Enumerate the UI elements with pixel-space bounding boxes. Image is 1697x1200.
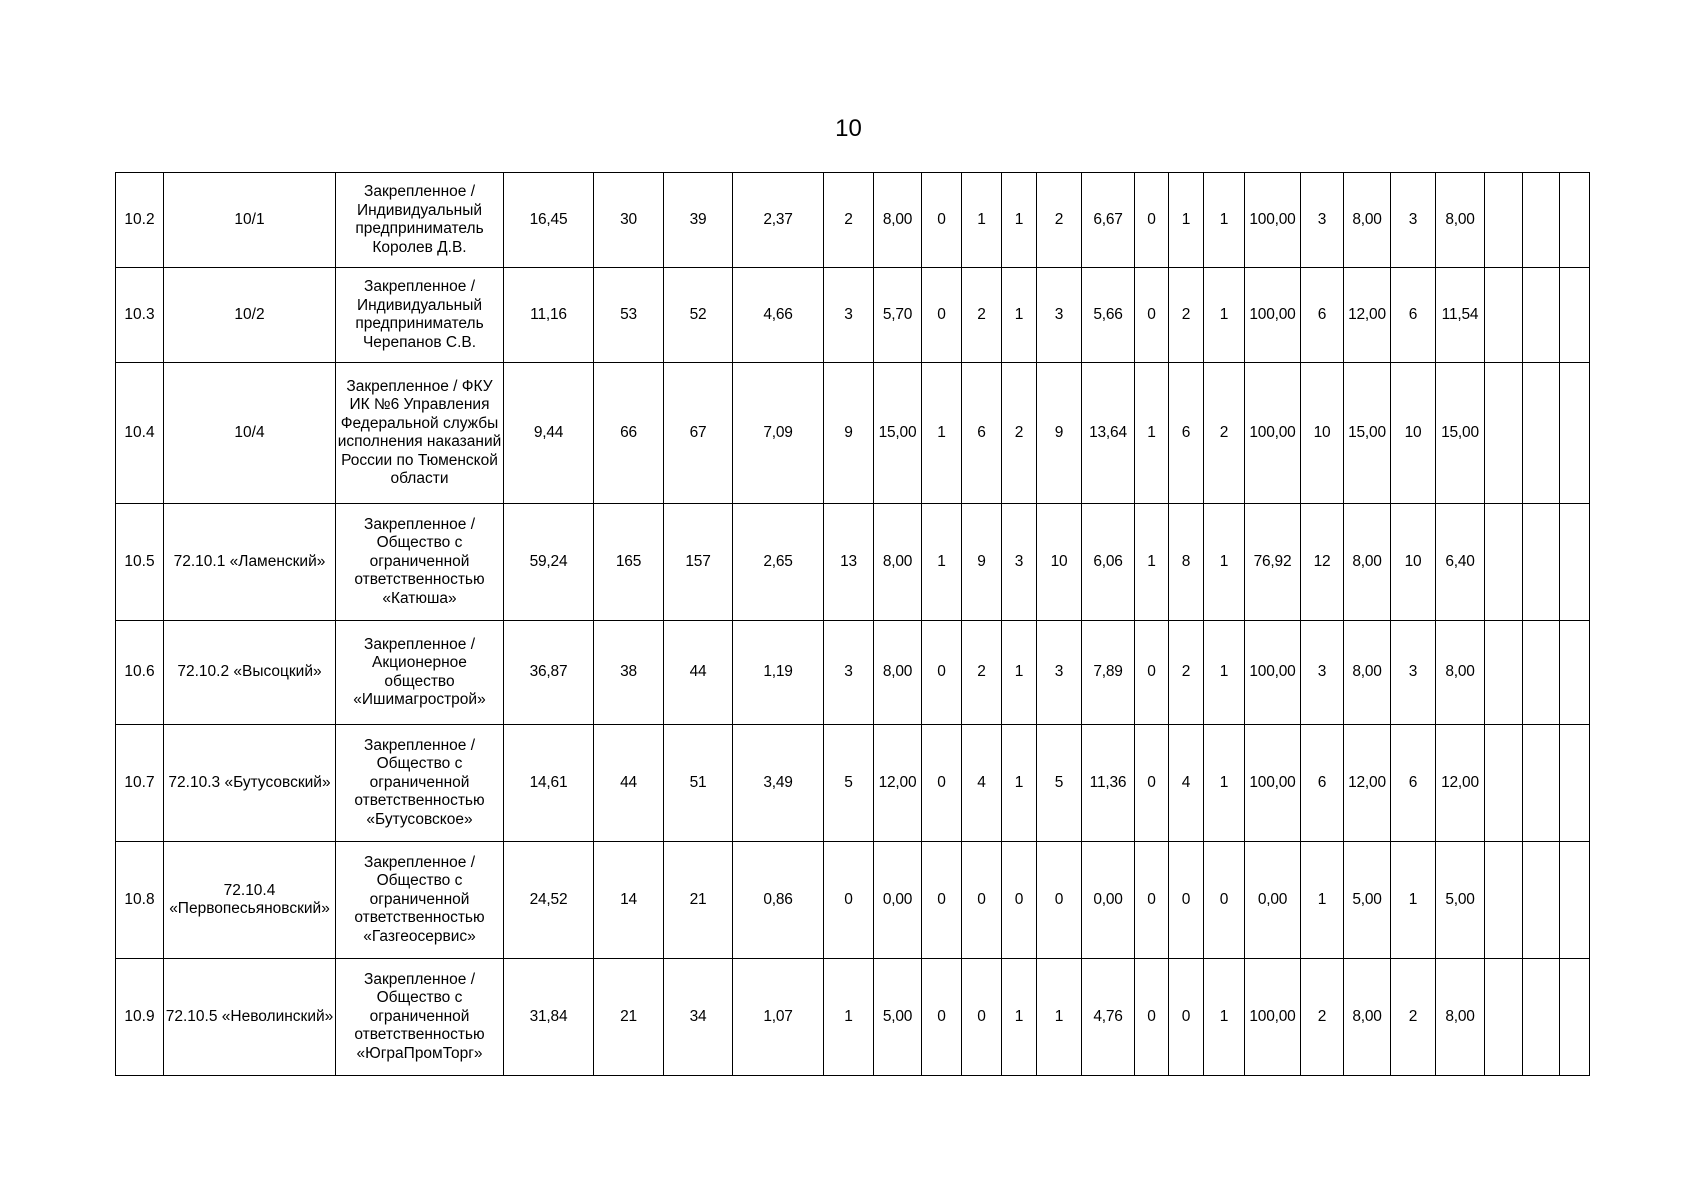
value-cell: 10 <box>1301 363 1344 504</box>
value-cell: 14 <box>594 842 664 959</box>
value-cell <box>1485 504 1523 621</box>
value-cell: 0 <box>1169 959 1204 1076</box>
value-cell: 1 <box>1204 173 1245 268</box>
value-cell <box>1485 959 1523 1076</box>
value-cell: 2 <box>962 621 1002 725</box>
value-cell: 9,44 <box>504 363 594 504</box>
value-cell: 0,86 <box>733 842 824 959</box>
value-cell: 6 <box>1391 725 1436 842</box>
value-cell: 31,84 <box>504 959 594 1076</box>
value-cell <box>1560 363 1590 504</box>
value-cell: 2 <box>1391 959 1436 1076</box>
value-cell: 16,45 <box>504 173 594 268</box>
value-cell: 3 <box>824 268 874 363</box>
value-cell: 3 <box>1002 504 1037 621</box>
value-cell: 1 <box>824 959 874 1076</box>
value-cell: 100,00 <box>1245 725 1301 842</box>
value-cell: 12,00 <box>1344 268 1391 363</box>
value-cell: 8,00 <box>1436 621 1485 725</box>
value-cell: 7,09 <box>733 363 824 504</box>
value-cell <box>1560 504 1590 621</box>
owner-cell: Закрепленное / Общество с ограниченной ответственностью «Бутусовское» <box>336 725 504 842</box>
value-cell: 0 <box>962 959 1002 1076</box>
value-cell: 1 <box>1204 268 1245 363</box>
value-cell: 6,40 <box>1436 504 1485 621</box>
value-cell <box>1485 621 1523 725</box>
value-cell: 0 <box>1204 842 1245 959</box>
value-cell: 6 <box>1301 268 1344 363</box>
value-cell: 3 <box>1391 621 1436 725</box>
value-cell: 67 <box>664 363 733 504</box>
data-table <box>115 172 1590 1076</box>
value-cell: 4,76 <box>1082 959 1135 1076</box>
value-cell: 4,66 <box>733 268 824 363</box>
value-cell: 51 <box>664 725 733 842</box>
row-number-cell: 10.6 <box>116 621 164 725</box>
value-cell: 8,00 <box>1344 621 1391 725</box>
value-cell <box>1523 959 1560 1076</box>
value-cell: 36,87 <box>504 621 594 725</box>
value-cell: 1 <box>1204 621 1245 725</box>
value-cell: 11,16 <box>504 268 594 363</box>
value-cell: 34 <box>664 959 733 1076</box>
value-cell: 9 <box>1037 363 1082 504</box>
value-cell: 2 <box>1037 173 1082 268</box>
value-cell: 3 <box>1037 268 1082 363</box>
value-cell: 5 <box>1037 725 1082 842</box>
value-cell <box>1485 363 1523 504</box>
owner-cell: Закрепленное / Акционерное общество «Ишимагрострой» <box>336 621 504 725</box>
value-cell <box>1523 504 1560 621</box>
value-cell: 6,06 <box>1082 504 1135 621</box>
value-cell <box>1485 842 1523 959</box>
table-row <box>116 363 1590 504</box>
value-cell: 1 <box>1391 842 1436 959</box>
value-cell: 10 <box>1391 363 1436 504</box>
table-row <box>116 842 1590 959</box>
value-cell: 3 <box>1301 621 1344 725</box>
owner-cell: Закрепленное / Общество с ограниченной ответственностью «Катюша» <box>336 504 504 621</box>
value-cell <box>1523 621 1560 725</box>
table-row <box>116 725 1590 842</box>
value-cell: 2 <box>1169 268 1204 363</box>
value-cell: 0 <box>922 842 962 959</box>
value-cell: 0 <box>1037 842 1082 959</box>
value-cell: 8,00 <box>1344 504 1391 621</box>
table-row <box>116 173 1590 268</box>
value-cell <box>1485 725 1523 842</box>
row-number-cell: 10.8 <box>116 842 164 959</box>
value-cell: 8,00 <box>1344 959 1391 1076</box>
value-cell: 100,00 <box>1245 173 1301 268</box>
value-cell: 0 <box>1002 842 1037 959</box>
value-cell: 157 <box>664 504 733 621</box>
value-cell: 76,92 <box>1245 504 1301 621</box>
value-cell: 0 <box>1135 725 1169 842</box>
value-cell: 21 <box>664 842 733 959</box>
value-cell <box>1560 621 1590 725</box>
owner-cell: Закрепленное / Индивидуальный предприниматель Черепанов С.В. <box>336 268 504 363</box>
value-cell: 8,00 <box>874 621 922 725</box>
value-cell: 0 <box>1135 621 1169 725</box>
value-cell: 2 <box>1204 363 1245 504</box>
value-cell: 2,37 <box>733 173 824 268</box>
value-cell: 5,00 <box>1344 842 1391 959</box>
value-cell: 2 <box>1002 363 1037 504</box>
value-cell <box>1485 268 1523 363</box>
value-cell: 100,00 <box>1245 621 1301 725</box>
value-cell: 8 <box>1169 504 1204 621</box>
value-cell: 9 <box>962 504 1002 621</box>
value-cell: 1 <box>1301 842 1344 959</box>
value-cell: 0 <box>922 173 962 268</box>
value-cell: 1,07 <box>733 959 824 1076</box>
value-cell <box>1560 959 1590 1076</box>
table-row <box>116 621 1590 725</box>
owner-cell: Закрепленное / ФКУ ИК №6 Управления Федеральной службы исполнения наказаний России по Тюменской области <box>336 363 504 504</box>
value-cell: 6 <box>1301 725 1344 842</box>
value-cell: 0 <box>922 621 962 725</box>
value-cell: 59,24 <box>504 504 594 621</box>
value-cell <box>1523 173 1560 268</box>
value-cell: 0 <box>922 268 962 363</box>
value-cell: 0 <box>922 959 962 1076</box>
value-cell <box>1523 268 1560 363</box>
value-cell: 3 <box>1301 173 1344 268</box>
site-name-cell: 72.10.2 «Высоцкий» <box>164 621 336 725</box>
value-cell: 8,00 <box>1344 173 1391 268</box>
value-cell <box>1560 725 1590 842</box>
value-cell: 12,00 <box>874 725 922 842</box>
value-cell: 0,00 <box>874 842 922 959</box>
value-cell: 2,65 <box>733 504 824 621</box>
value-cell: 4 <box>962 725 1002 842</box>
value-cell: 1 <box>1002 959 1037 1076</box>
value-cell: 100,00 <box>1245 268 1301 363</box>
site-name-cell: 10/2 <box>164 268 336 363</box>
owner-cell: Закрепленное / Индивидуальный предприниматель Королев Д.В. <box>336 173 504 268</box>
value-cell: 1 <box>1169 173 1204 268</box>
value-cell: 53 <box>594 268 664 363</box>
value-cell: 38 <box>594 621 664 725</box>
table-row <box>116 959 1590 1076</box>
row-number-cell: 10.3 <box>116 268 164 363</box>
value-cell: 15,00 <box>1344 363 1391 504</box>
value-cell <box>1523 725 1560 842</box>
value-cell: 1 <box>1002 621 1037 725</box>
value-cell: 100,00 <box>1245 959 1301 1076</box>
row-number-cell: 10.7 <box>116 725 164 842</box>
value-cell: 11,36 <box>1082 725 1135 842</box>
value-cell: 13,64 <box>1082 363 1135 504</box>
value-cell: 5,00 <box>874 959 922 1076</box>
value-cell: 0 <box>1135 842 1169 959</box>
value-cell: 2 <box>1301 959 1344 1076</box>
value-cell <box>1560 268 1590 363</box>
value-cell: 100,00 <box>1245 363 1301 504</box>
value-cell: 14,61 <box>504 725 594 842</box>
value-cell: 0 <box>1135 959 1169 1076</box>
value-cell: 52 <box>664 268 733 363</box>
value-cell: 39 <box>664 173 733 268</box>
value-cell: 11,54 <box>1436 268 1485 363</box>
value-cell: 1 <box>1135 363 1169 504</box>
row-number-cell: 10.5 <box>116 504 164 621</box>
value-cell: 1 <box>1002 268 1037 363</box>
value-cell: 165 <box>594 504 664 621</box>
table-body <box>116 173 1590 1076</box>
value-cell: 0 <box>922 725 962 842</box>
value-cell: 1 <box>1002 173 1037 268</box>
site-name-cell: 72.10.3 «Бутусовский» <box>164 725 336 842</box>
value-cell: 30 <box>594 173 664 268</box>
value-cell: 15,00 <box>1436 363 1485 504</box>
value-cell: 0 <box>824 842 874 959</box>
page-number: 10 <box>835 115 862 142</box>
site-name-cell: 72.10.1 «Ламенский» <box>164 504 336 621</box>
value-cell: 6,67 <box>1082 173 1135 268</box>
value-cell: 3,49 <box>733 725 824 842</box>
value-cell: 44 <box>594 725 664 842</box>
value-cell: 2 <box>962 268 1002 363</box>
value-cell: 1,19 <box>733 621 824 725</box>
value-cell: 2 <box>824 173 874 268</box>
value-cell: 6 <box>1391 268 1436 363</box>
value-cell: 12,00 <box>1436 725 1485 842</box>
value-cell: 3 <box>824 621 874 725</box>
value-cell: 0,00 <box>1245 842 1301 959</box>
value-cell: 66 <box>594 363 664 504</box>
value-cell: 10 <box>1391 504 1436 621</box>
value-cell: 21 <box>594 959 664 1076</box>
value-cell: 44 <box>664 621 733 725</box>
value-cell: 1 <box>962 173 1002 268</box>
value-cell: 0 <box>1169 842 1204 959</box>
site-name-cell: 72.10.5 «Неволинский» <box>164 959 336 1076</box>
table-row <box>116 504 1590 621</box>
value-cell <box>1485 173 1523 268</box>
value-cell: 8,00 <box>1436 959 1485 1076</box>
value-cell: 10 <box>1037 504 1082 621</box>
value-cell: 12,00 <box>1344 725 1391 842</box>
value-cell: 13 <box>824 504 874 621</box>
value-cell: 5,70 <box>874 268 922 363</box>
row-number-cell: 10.9 <box>116 959 164 1076</box>
value-cell: 8,00 <box>1436 173 1485 268</box>
site-name-cell: 10/4 <box>164 363 336 504</box>
value-cell: 4 <box>1169 725 1204 842</box>
row-number-cell: 10.4 <box>116 363 164 504</box>
value-cell: 0 <box>1135 268 1169 363</box>
value-cell: 1 <box>1204 504 1245 621</box>
value-cell: 8,00 <box>874 504 922 621</box>
value-cell: 5 <box>824 725 874 842</box>
value-cell <box>1560 842 1590 959</box>
value-cell: 12 <box>1301 504 1344 621</box>
value-cell: 1 <box>1204 959 1245 1076</box>
value-cell: 9 <box>824 363 874 504</box>
value-cell: 0,00 <box>1082 842 1135 959</box>
value-cell: 5,66 <box>1082 268 1135 363</box>
value-cell <box>1560 173 1590 268</box>
value-cell: 1 <box>1037 959 1082 1076</box>
value-cell: 8,00 <box>874 173 922 268</box>
value-cell: 5,00 <box>1436 842 1485 959</box>
owner-cell: Закрепленное / Общество с ограниченной ответственностью «ЮграПромТорг» <box>336 959 504 1076</box>
value-cell: 1 <box>922 504 962 621</box>
owner-cell: Закрепленное / Общество с ограниченной ответственностью «Газгеосервис» <box>336 842 504 959</box>
value-cell: 3 <box>1037 621 1082 725</box>
value-cell: 24,52 <box>504 842 594 959</box>
value-cell <box>1523 363 1560 504</box>
value-cell: 15,00 <box>874 363 922 504</box>
value-cell: 3 <box>1391 173 1436 268</box>
value-cell: 2 <box>1169 621 1204 725</box>
value-cell <box>1523 842 1560 959</box>
value-cell: 0 <box>962 842 1002 959</box>
value-cell: 1 <box>922 363 962 504</box>
site-name-cell: 72.10.4 «Первопесьяновский» <box>164 842 336 959</box>
value-cell: 1 <box>1002 725 1037 842</box>
value-cell: 1 <box>1135 504 1169 621</box>
value-cell: 6 <box>1169 363 1204 504</box>
row-number-cell: 10.2 <box>116 173 164 268</box>
site-name-cell: 10/1 <box>164 173 336 268</box>
value-cell: 6 <box>962 363 1002 504</box>
value-cell: 7,89 <box>1082 621 1135 725</box>
value-cell: 1 <box>1204 725 1245 842</box>
value-cell: 0 <box>1135 173 1169 268</box>
table-row <box>116 268 1590 363</box>
